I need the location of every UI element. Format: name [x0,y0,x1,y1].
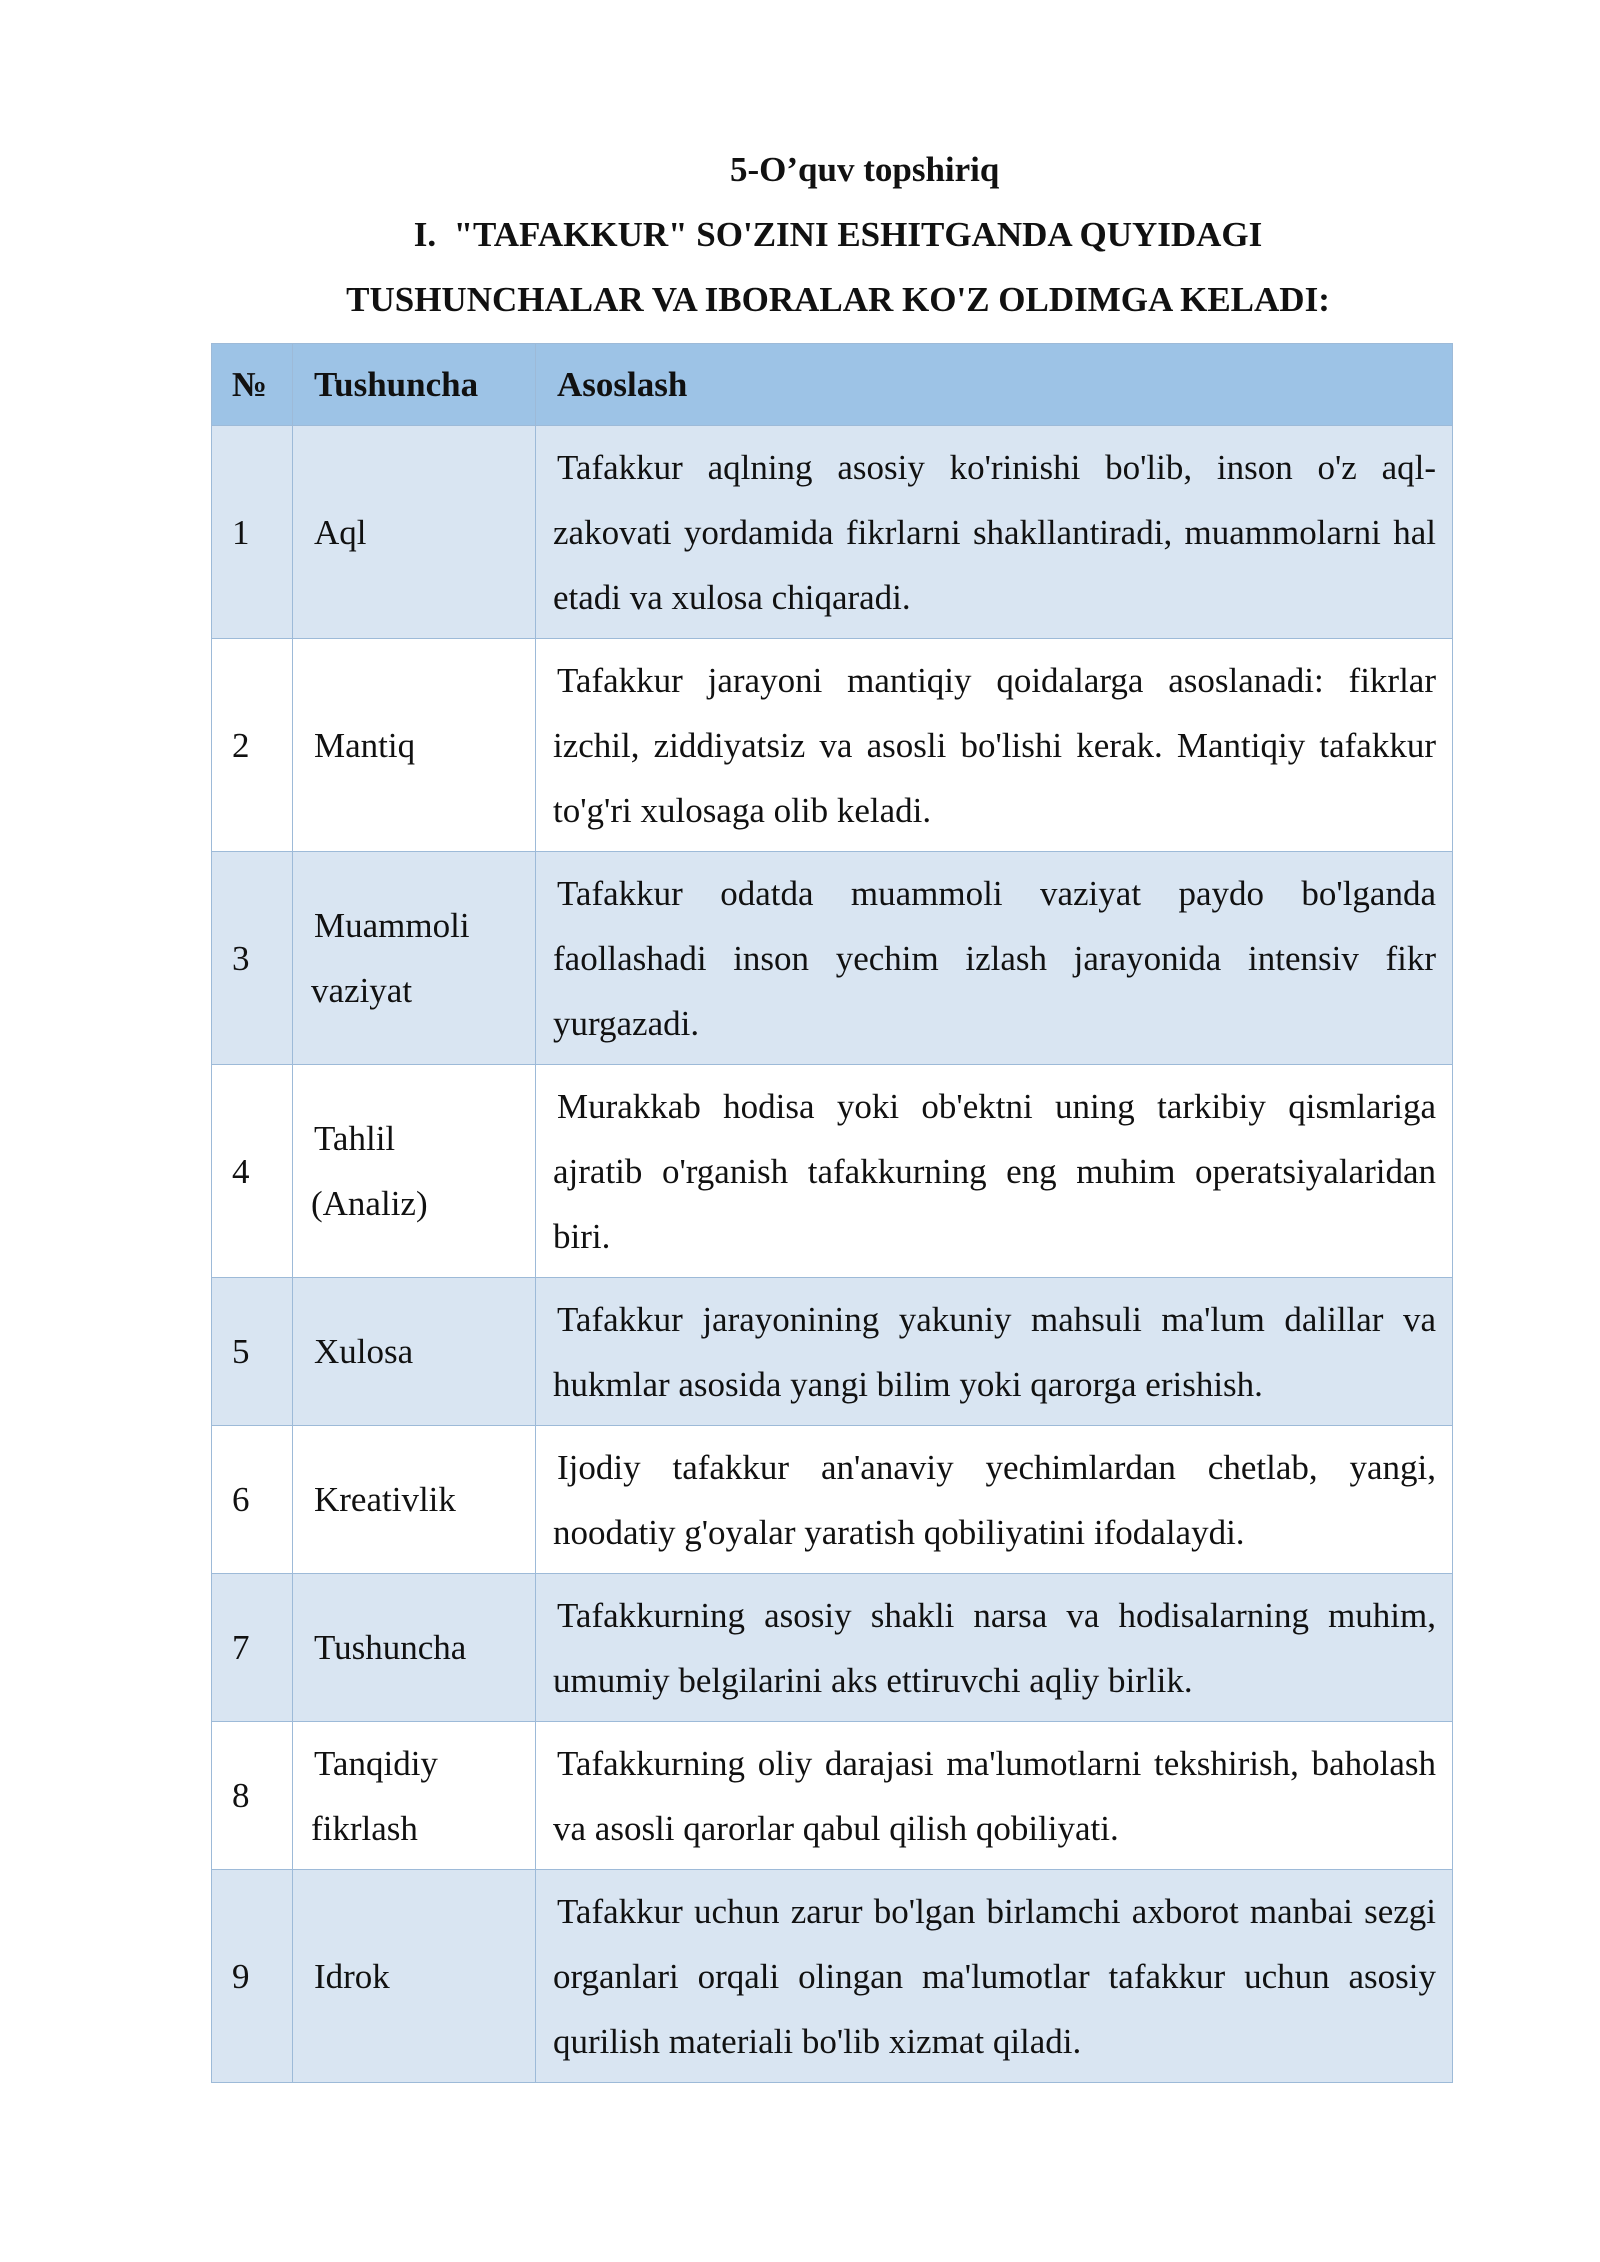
header-justification: Asoslash [536,344,1453,426]
page-title: 5-O’quv topshiriq [730,150,1000,189]
row-number-cell: 7 [212,1574,293,1722]
row-number-cell: 5 [212,1278,293,1426]
term-cell: Xulosa [293,1278,536,1426]
justification-cell: Tafakkur jarayonining yakuniy mahsuli ma'lum dalillar va hukmlar asosida yangi bilim yoki qarorga erishish. [536,1278,1453,1426]
table-row [212,1574,1453,1722]
justification-cell: Tafakkur aqlning asosiy ko'rinishi bo'lib, inson o'z aql-zakovati yordamida fikrlarni shakllantiradi, muammolarni hal etadi va xulosa chiqaradi. [536,426,1453,639]
row-number-cell: 2 [212,639,293,852]
justification-cell: Tafakkur uchun zarur bo'lgan birlamchi axborot manbai sezgi organlari orqali olingan ma'lumotlar tafakkur uchun asosiy qurilish materiali bo'lib xizmat qiladi. [536,1870,1453,2083]
section-heading-line1: I. "TAFAKKUR" SO'ZINI ESHITGANDA QUYIDAGI [413,215,1263,254]
term-cell: Mantiq [293,639,536,852]
table-row [212,1722,1453,1870]
table-row [212,852,1453,1065]
section-heading-line2: TUSHUNCHALAR VA IBORALAR KO'Z OLDIMGA KELADI: [346,280,1330,319]
row-number-cell: 1 [212,426,293,639]
row-number-cell: 8 [212,1722,293,1870]
header-number: № [212,344,293,426]
justification-cell: Murakkab hodisa yoki ob'ektni uning tarkibiy qismlariga ajratib o'rganish tafakkurning eng muhim operatsiyalaridan biri. [536,1065,1453,1278]
table-row [212,1426,1453,1574]
row-number-cell: 4 [212,1065,293,1278]
justification-cell: Tafakkurning oliy darajasi ma'lumotlarni tekshirish, baholash va asosli qarorlar qabul qilish qobiliyati. [536,1722,1453,1870]
table-row [212,426,1453,639]
justification-cell: Tafakkurning asosiy shakli narsa va hodisalarning muhim, umumiy belgilarini aks ettiruvchi aqliy birlik. [536,1574,1453,1722]
term-cell: Muammoli vaziyat [293,852,536,1065]
row-number-cell: 3 [212,852,293,1065]
term-cell: Aql [293,426,536,639]
row-number-cell: 6 [212,1426,293,1574]
justification-cell: Ijodiy tafakkur an'anaviy yechimlardan chetlab, yangi, noodatiy g'oyalar yaratish qobiliyatini ifodalaydi. [536,1426,1453,1574]
row-number-cell: 9 [212,1870,293,2083]
header-term: Tushuncha [293,344,536,426]
table-row [212,639,1453,852]
concepts-table [211,343,1453,2083]
term-cell: Kreativlik [293,1426,536,1574]
table-row [212,1065,1453,1278]
table-row [212,1278,1453,1426]
term-cell: Tahlil (Analiz) [293,1065,536,1278]
table-header-row [212,344,1453,426]
term-cell: Tanqidiy fikrlash [293,1722,536,1870]
justification-cell: Tafakkur jarayoni mantiqiy qoidalarga asoslanadi: fikrlar izchil, ziddiyatsiz va asosli bo'lishi kerak. Mantiqiy tafakkur to'g'ri xulosaga olib keladi. [536,639,1453,852]
term-cell: Idrok [293,1870,536,2083]
term-cell: Tushuncha [293,1574,536,1722]
table-row [212,1870,1453,2083]
justification-cell: Tafakkur odatda muammoli vaziyat paydo bo'lganda faollashadi inson yechim izlash jarayonida intensiv fikr yurgazadi. [536,852,1453,1065]
